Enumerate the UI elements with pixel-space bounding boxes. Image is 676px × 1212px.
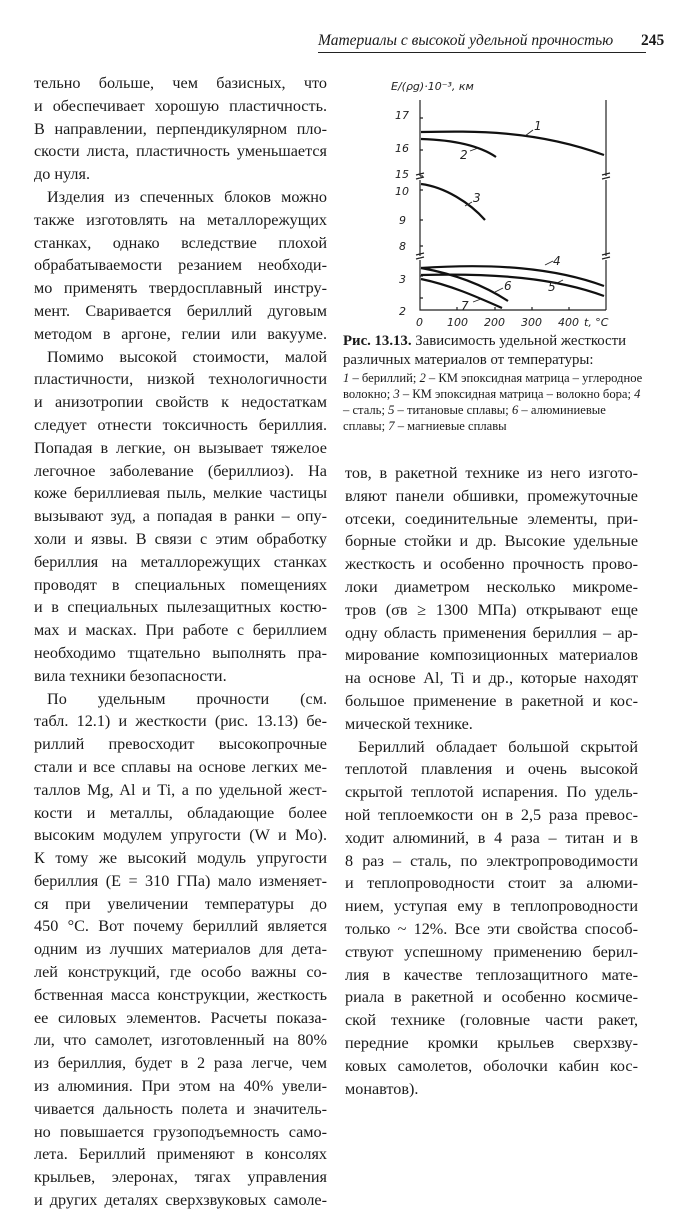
- legend-num: 3: [393, 387, 400, 401]
- text-line: ной теплоемкости он в 2,5 раза превос-: [345, 805, 638, 824]
- y-tick: 9: [399, 214, 406, 227]
- curve-label: 3: [473, 191, 481, 205]
- text-line: из бериллия, будет в 2 раза легче, чем: [34, 1054, 327, 1073]
- text-line: 450 °С. Вот почему бериллий является: [34, 917, 327, 936]
- figure-caption: [343, 332, 643, 434]
- text-line: лей конструкций, где особо важны со-: [34, 963, 327, 982]
- paragraph: [34, 688, 327, 1212]
- text-line: нием, уступая ему в теплопроводности: [345, 897, 638, 916]
- text-line: ской технике (головные части ракет,: [345, 1011, 638, 1030]
- text-line: до нуля.: [34, 165, 90, 184]
- legend-text: КМ эпоксидная матрица – углеродное волокно: [343, 371, 643, 401]
- text-line: В направлении, перпендикулярном пло-: [34, 119, 327, 138]
- curve-label: 2: [460, 148, 468, 162]
- legend-num: 5: [388, 403, 395, 417]
- text-line: вызывают зуд, а попадая в ранки – опу-: [34, 507, 327, 526]
- legend-text: бериллий: [361, 371, 413, 385]
- text-line: ся при увеличении температуры до: [34, 894, 327, 913]
- text-line: и в специальных пылезащитных костю-: [34, 598, 327, 617]
- y-tick: 10: [395, 185, 409, 198]
- curves: [421, 132, 604, 308]
- text-line: и теплопроводности стоит за алюми-: [345, 874, 638, 893]
- text-line: отсеки, соединительные элементы, при-: [345, 509, 638, 528]
- text-line: теплотой плавления и очень высокой: [345, 760, 638, 779]
- text-line: большое применение в ракетной и кос-: [345, 691, 638, 710]
- figure-13-13: [385, 78, 615, 328]
- x-tick: 0: [416, 316, 423, 328]
- text-line: Попадая в легкие, он вызывает тяжелое: [34, 438, 327, 457]
- y-tick: 16: [395, 142, 409, 155]
- header-rule: [318, 52, 646, 53]
- text-line: только ~ 12%. Все эти свойства способ-: [345, 919, 638, 938]
- y-tick: 8: [399, 240, 406, 253]
- text-line: таллов Mg, Al и Ti, а по удельной жест-: [34, 780, 327, 799]
- x-tick: 100: [447, 316, 468, 328]
- text-line: тов, в ракетной технике из него изгото-: [345, 464, 638, 482]
- paragraph: [34, 346, 327, 688]
- text-line: одну область применения бериллия – ар-: [345, 623, 638, 642]
- paragraph: [34, 186, 327, 346]
- text-line: и обеспечивает хорошую пластичность.: [34, 96, 327, 115]
- text-line: проводят в специальных помещениях: [34, 575, 327, 594]
- text-line: ковых самолетов, оболочки кабин кос-: [345, 1056, 638, 1075]
- text-line: также изготовлять на металлорежущих: [34, 210, 327, 229]
- text-line: бериллия (E = 310 ГПа) мало изменяет-: [34, 871, 327, 890]
- text-line: мической технике.: [345, 714, 473, 733]
- x-tick: 200: [484, 316, 505, 328]
- caption-legend: 1 – бериллий; 2 – КМ эпоксидная матрица – углеродное волокно; 3 – КМ эпоксидная матрица – волокно бора; 4 – сталь; 5 – титановые сплавы; 6 – алюминиевые сплавы; 7 – магниевые сплавы: [343, 371, 643, 433]
- text-line: тельно больше, чем базисных, что: [34, 74, 327, 92]
- text-line: бственная масса конструкции, жесткость: [34, 985, 327, 1004]
- text-line: Изделия из спеченных блоков можно: [47, 187, 327, 206]
- curve-label: 5: [548, 280, 556, 294]
- caption-title: [343, 332, 643, 370]
- text-line: лия в качестве теплозащитного мате-: [345, 965, 638, 984]
- text-line: вляют панели обшивки, промежуточные: [345, 486, 638, 505]
- curve-label: 6: [504, 279, 512, 293]
- text-line: табл. 12.1) и жесткости (рис. 13.13) бе-: [34, 712, 327, 731]
- text-line: крыльев, элеронах, тягах управления: [34, 1168, 327, 1187]
- text-line: риала в ракетной и особенно космиче-: [345, 988, 638, 1007]
- text-line: на основе Al, Ti и др., которые находят: [345, 669, 638, 688]
- text-line: 8 раз – сталь, по электропроводимости: [345, 851, 638, 870]
- text-line: мо применять твердосплавный инстру-: [34, 279, 327, 298]
- text-line: кости и металлы, обладающие более: [34, 803, 327, 822]
- text-line: локи диаметром несколько микроме-: [345, 577, 638, 596]
- text-line: мах и масках. При работе с бериллием: [34, 621, 327, 640]
- x-tick: 300: [521, 316, 542, 328]
- text-line: Помимо высокой стоимости, малой: [47, 347, 327, 366]
- text-line: борные стойки и др. Высокие удельные: [345, 532, 638, 551]
- left-column: [34, 72, 327, 1212]
- text-line: станках, однако вследствие плохой: [34, 233, 327, 252]
- curve-6-aluminum: [421, 268, 508, 301]
- curve-2: [421, 139, 496, 157]
- text-line: коже бериллиевая пыль, мелкие частицы: [34, 484, 327, 503]
- text-line: монавтов).: [345, 1079, 419, 1098]
- legend-num: 2: [419, 371, 426, 385]
- text-line: следует отнести токсичность бериллия.: [34, 415, 327, 434]
- text-line: По удельным прочности (см.: [47, 689, 327, 708]
- legend-num: 4: [634, 387, 641, 401]
- paragraph: [345, 736, 638, 1101]
- curve-label: 1: [534, 119, 542, 133]
- legend-text: алюминиевые сплавы: [343, 403, 606, 433]
- running-title: Материалы с высокой удельной прочностью: [318, 32, 614, 49]
- text-line: мент. Сваривается бериллий дуговым: [34, 301, 327, 320]
- curve-label: 7: [461, 299, 469, 313]
- text-line: пластичности, низкой технологичности: [34, 370, 327, 389]
- legend-num: 1: [343, 371, 350, 385]
- curve-1-beryllium: [421, 132, 604, 155]
- text-line: но повышается грузоподъемность само-: [34, 1122, 327, 1141]
- text-line: из алюминия. При этом на 40% увели-: [34, 1077, 327, 1096]
- text-line: и анизотропии свойств к недостаткам: [34, 393, 327, 412]
- x-tick: 400: [558, 316, 579, 328]
- text-line: жесткость и особенно прочность прово-: [345, 555, 638, 574]
- legend-num: 6: [511, 403, 519, 417]
- y-tick: 15: [395, 168, 409, 181]
- text-line: передние кромки крыльев сверхзву-: [345, 1033, 638, 1052]
- legend-num: 7: [388, 419, 395, 433]
- legend-text: КМ эпоксидная матрица – волокно бора: [412, 387, 628, 401]
- text-line: тров (σв ≥ 1300 МПа) открывают еще: [345, 600, 638, 619]
- y-tick: 3: [399, 273, 406, 286]
- caption-text: Зависимость удельной жесткости различных материалов от температуры:: [343, 333, 627, 368]
- text-line: ее силовых элементов. Расчеты показа-: [34, 1008, 327, 1027]
- text-line: одним из лучших материалов для дета-: [34, 940, 327, 959]
- text-line: легочное заболевание (бериллиоз). На: [34, 461, 327, 480]
- text-line: необходимо тщательно выполнять пра-: [34, 643, 327, 662]
- text-line: бериллия на металлорежущих станках: [34, 552, 327, 571]
- text-line: холи и язвы. В связи с этим обработку: [34, 529, 327, 548]
- text-line: ходит алюминий, в 4 раза – титан и в: [345, 828, 638, 847]
- text-line: ли, что самолет, изготовленный на 80%: [34, 1031, 327, 1050]
- right-column: [345, 462, 638, 1100]
- y-axis-label: E/(ρg)·10⁻³, км: [391, 80, 474, 93]
- stiffness-temperature-plot: [385, 78, 615, 328]
- text-line: скости листа, пластичность уменьшается: [34, 142, 327, 161]
- text-line: стали и все сплавы на основе легких ме-: [34, 757, 327, 776]
- y-tick: 2: [399, 305, 406, 318]
- curve-label: 4: [553, 254, 561, 268]
- legend-text: титановые сплавы: [406, 403, 506, 417]
- text-line: методом в аргоне, гелии или вакууме.: [34, 324, 327, 343]
- text-line: Бериллий обладает большой скрытой: [358, 737, 638, 756]
- x-axis-label: t, °C: [584, 316, 609, 328]
- text-line: вила техники безопасности.: [34, 666, 227, 685]
- text-line: обрабатываемости резанием необходи-: [34, 256, 327, 275]
- y-tick: 17: [395, 109, 409, 122]
- text-line: чивается дальность полета и значитель-: [34, 1099, 327, 1118]
- paragraph: [34, 72, 327, 186]
- text-line: и других деталях сверхзвуковых самоле-: [34, 1191, 327, 1210]
- text-line: высоким модулем упругости (W и Mo).: [34, 826, 327, 845]
- paragraph: [345, 462, 638, 736]
- text-line: лета. Бериллий применяют в консолях: [34, 1145, 327, 1164]
- text-line: ствуют успешному применению берил-: [345, 942, 638, 961]
- text-line: мирование композиционных материалов: [345, 646, 638, 665]
- legend-text: сталь: [352, 403, 382, 417]
- legend-text: магниевые сплавы: [407, 419, 507, 433]
- page-number: 245: [641, 32, 665, 49]
- text-line: риллий превосходит высокопрочные: [34, 735, 327, 754]
- text-line: скрытой теплотой испарения. По удель-: [345, 783, 638, 802]
- text-line: К тому же высокий модуль упругости: [34, 849, 327, 868]
- caption-label: Рис. 13.13.: [343, 333, 412, 349]
